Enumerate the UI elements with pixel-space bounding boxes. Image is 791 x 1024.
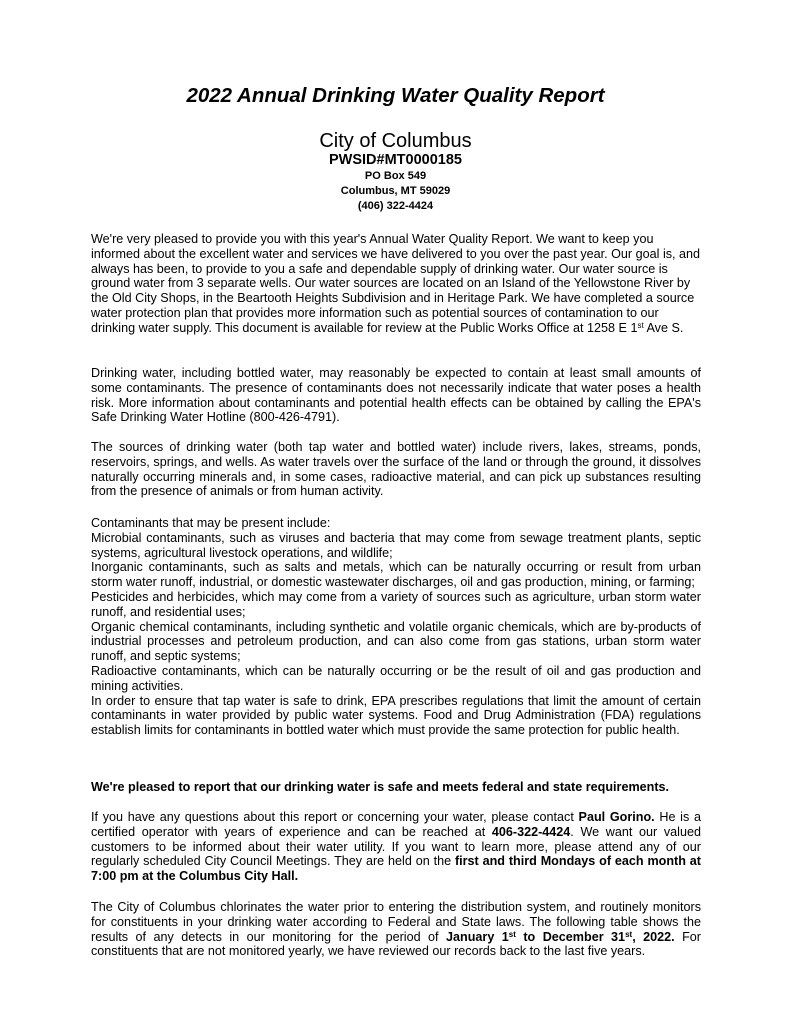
bottled-water-paragraph: Drinking water, including bottled water, may reasonably be expected to contain at least small amounts of some contaminants. The presence of contaminants does not necessarily indicate that water poses a health risk. More information about contaminants and potential health effects can be obtained by calling the EPA's Safe Drinking Water Hotline (800-426-4791).: [91, 366, 701, 425]
sources-paragraph: The sources of drinking water (both tap water and bottled water) include rivers, lakes, streams, ponds, reservoirs, springs, and wells. As water travels over the surface of the land or through the ground, it dissolves naturally occurring minerals and, in some cases, radioactive material, and can pick up substances resulting from the presence of animals or from human activity.: [91, 440, 701, 499]
phone: (406) 322-4424: [357, 200, 434, 212]
list-item: Radioactive contaminants, which can be naturally occurring or be the result of oil and gas production and mining activities.: [91, 663, 701, 693]
list-item: Inorganic contaminants, such as salts and metals, which can be naturally occurring or result from urban storm water runoff, industrial, or domestic wastewater discharges, oil and gas production, mining, or farming;: [91, 560, 701, 590]
city-state: Columbus, MT 59029: [340, 185, 451, 197]
intro-text: We're very pleased to provide you with this year's Annual Water Quality Report. We want to keep you informed about the excellent water and services we have delivered to you over the past year. Our goal is, and always has been, to provide to you a safe and dependable supply of drinking water. Our water source is ground water from 3 separate wells. Our water sources are located on an Island of the Yellowstone River by the Old City Shops, in the Beartooth Heights Subdivision and in Heritage Park. We have completed a source water protection plan that provides more information such as potential sources of contamination to our drinking water supply. This document is available for review at the Public Works Office at 1258 E 1: [91, 232, 701, 335]
intro-paragraph: [91, 232, 701, 336]
contaminants-section: [91, 516, 701, 738]
meeting-schedule: first and third Mondays of each month at 7:00 pm at the Columbus City Hall.: [91, 854, 701, 884]
operator-name: Paul Gorino.: [578, 810, 655, 824]
pwsid: PWSID#MT0000185: [329, 152, 462, 168]
list-item: Organic chemical contaminants, including synthetic and volatile organic chemicals, which are by-products of industrial processes and petroleum production, and can also come from gas stations, urban storm water runoff, and septic systems;: [91, 619, 701, 664]
epa-paragraph: In order to ensure that tap water is safe to drink, EPA prescribes regulations that limit the amount of certain contaminants in water provided by public water systems. Food and Drug Administration (FDA) regulations establish limits for contaminants in bottled water which must provide the same protection for public health.: [91, 693, 701, 738]
utility-header: [0, 130, 791, 214]
safe-statement: We're pleased to report that our drinking water is safe and meets federal and state requirements.: [91, 780, 670, 794]
contact-phone: 406-322-4424: [491, 824, 571, 839]
monitoring-paragraph: The City of Columbus chlorinates the water prior to entering the distribution system, and routinely monitors for constituents in your drinking water according to Federal and State laws. The following table shows the results of any detects in our monitoring for the period of January 1st to December 31st, 2022. For constituents that are not monitored yearly, we have reviewed our records back to the last five years.: [91, 900, 701, 959]
contact-paragraph: If you have any questions about this report or concerning your water, please contact Paul Gorino. He is a certified operator with years of experience and can be reached at 406-322-4424. We want our valued customers to be informed about their water utility. If you want to learn more, please attend any of our regularly scheduled City Council Meetings. They are held on the first and third Mondays of each month at 7:00 pm at the Columbus City Hall.: [91, 810, 701, 884]
po-box: PO Box 549: [364, 170, 427, 182]
period-start: January 1st to December 31st, 2022.: [446, 929, 675, 944]
intro-sup: st: [637, 320, 644, 330]
list-item: Microbial contaminants, such as viruses and bacteria that may come from sewage treatment plants, septic systems, agricultural livestock operations, and wildlife;: [91, 530, 701, 560]
report-title: 2022 Annual Drinking Water Quality Report: [186, 84, 605, 107]
city-name: City of Columbus: [319, 130, 472, 152]
list-item: Pesticides and herbicides, which may come from a variety of sources such as agriculture, urban storm water runoff, and residential uses;: [91, 589, 701, 619]
intro-tail: Ave S.: [643, 320, 684, 335]
contaminants-heading: Contaminants that may be present include:: [91, 516, 331, 530]
